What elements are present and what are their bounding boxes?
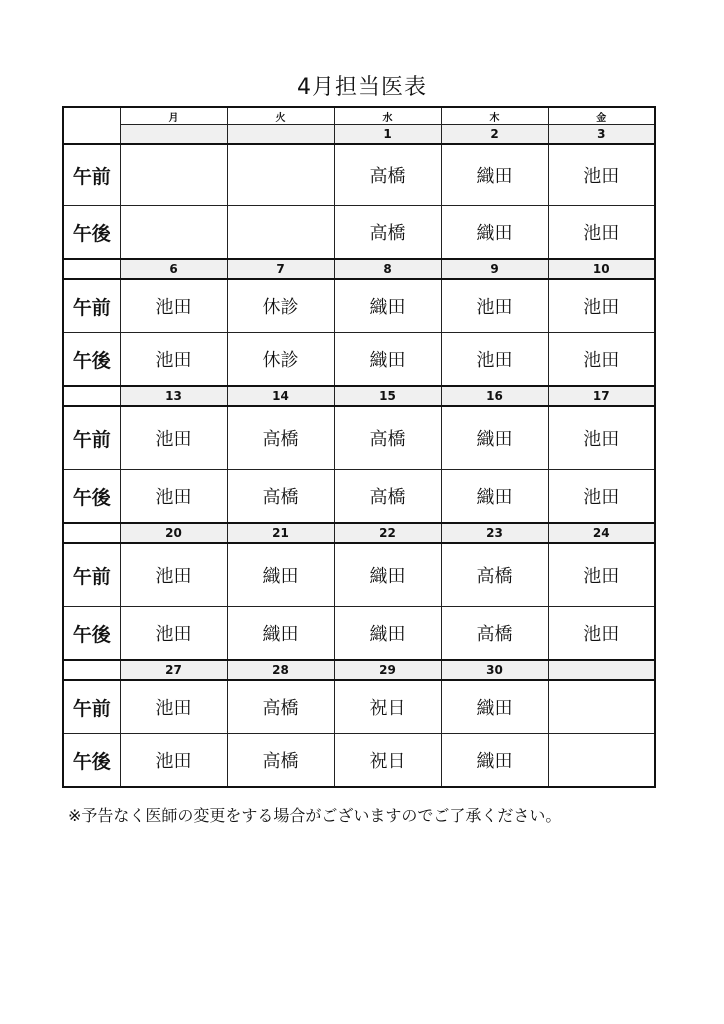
doctor-schedule-table <box>62 106 656 788</box>
doctor-cell: 池田 <box>548 607 655 661</box>
disclaimer-note: ※予告なく医師の変更をする場合がございますのでご了承ください。 <box>68 806 562 825</box>
date-row <box>63 660 655 680</box>
doctor-cell: 池田 <box>120 680 227 734</box>
weekday-thu: 木 <box>441 107 548 125</box>
weekday-wed: 水 <box>334 107 441 125</box>
date-cell: 21 <box>227 523 334 543</box>
date-cell: 14 <box>227 386 334 406</box>
doctor-cell: 高橋 <box>441 607 548 661</box>
doctor-cell: 池田 <box>548 543 655 607</box>
doctor-cell: 池田 <box>120 734 227 788</box>
doctor-cell: 高橋 <box>334 206 441 260</box>
doctor-cell: 池田 <box>548 470 655 524</box>
date-cell: 15 <box>334 386 441 406</box>
date-cell <box>120 125 227 145</box>
date-cell: 22 <box>334 523 441 543</box>
afternoon-label: 午後 <box>63 206 120 260</box>
date-cell: 17 <box>548 386 655 406</box>
doctor-cell: 高橋 <box>334 144 441 206</box>
doctor-cell: 織田 <box>441 206 548 260</box>
doctor-cell: 高橋 <box>334 470 441 524</box>
doctor-cell: 池田 <box>441 333 548 387</box>
doctor-cell: 高橋 <box>227 680 334 734</box>
morning-label: 午前 <box>63 279 120 333</box>
doctor-cell: 織田 <box>441 144 548 206</box>
doctor-cell: 池田 <box>548 279 655 333</box>
date-cell: 3 <box>548 125 655 145</box>
date-cell: 16 <box>441 386 548 406</box>
doctor-cell: 池田 <box>120 543 227 607</box>
weekday-mon: 月 <box>120 107 227 125</box>
afternoon-label: 午後 <box>63 470 120 524</box>
doctor-cell: 高橋 <box>334 406 441 470</box>
doctor-cell: 祝日 <box>334 680 441 734</box>
doctor-cell: 織田 <box>334 333 441 387</box>
afternoon-label: 午後 <box>63 607 120 661</box>
date-row <box>63 386 655 406</box>
date-cell <box>227 125 334 145</box>
doctor-cell: 高橋 <box>227 406 334 470</box>
doctor-cell: 池田 <box>120 333 227 387</box>
doctor-cell: 織田 <box>441 406 548 470</box>
doctor-cell: 祝日 <box>334 734 441 788</box>
date-cell <box>548 660 655 680</box>
date-row <box>63 523 655 543</box>
doctor-cell: 織田 <box>227 607 334 661</box>
doctor-cell <box>120 206 227 260</box>
date-cell: 20 <box>120 523 227 543</box>
date-row-spacer <box>63 660 120 680</box>
doctor-cell: 織田 <box>334 279 441 333</box>
afternoon-row <box>63 206 655 260</box>
date-cell: 27 <box>120 660 227 680</box>
doctor-cell: 織田 <box>334 607 441 661</box>
doctor-cell <box>227 144 334 206</box>
date-cell: 8 <box>334 259 441 279</box>
corner-cell <box>63 107 120 144</box>
date-cell: 23 <box>441 523 548 543</box>
date-cell: 30 <box>441 660 548 680</box>
morning-row <box>63 543 655 607</box>
afternoon-row <box>63 734 655 788</box>
morning-row <box>63 144 655 206</box>
date-cell: 24 <box>548 523 655 543</box>
doctor-cell: 池田 <box>120 607 227 661</box>
afternoon-label: 午後 <box>63 333 120 387</box>
date-row <box>63 259 655 279</box>
date-row-spacer <box>63 259 120 279</box>
date-row-spacer <box>63 523 120 543</box>
doctor-cell: 池田 <box>441 279 548 333</box>
doctor-cell <box>120 144 227 206</box>
doctor-cell: 織田 <box>441 470 548 524</box>
doctor-cell: 高橋 <box>441 543 548 607</box>
afternoon-label: 午後 <box>63 734 120 788</box>
doctor-cell: 池田 <box>548 206 655 260</box>
date-cell: 9 <box>441 259 548 279</box>
morning-row <box>63 406 655 470</box>
doctor-cell: 織田 <box>334 543 441 607</box>
morning-row <box>63 680 655 734</box>
doctor-cell: 池田 <box>548 144 655 206</box>
date-cell: 10 <box>548 259 655 279</box>
doctor-cell: 織田 <box>441 680 548 734</box>
doctor-cell: 高橋 <box>227 734 334 788</box>
doctor-cell <box>548 680 655 734</box>
date-row <box>63 125 655 145</box>
morning-label: 午前 <box>63 406 120 470</box>
date-cell: 2 <box>441 125 548 145</box>
date-cell: 1 <box>334 125 441 145</box>
date-row-spacer <box>63 386 120 406</box>
doctor-cell: 高橋 <box>227 470 334 524</box>
afternoon-row <box>63 607 655 661</box>
doctor-cell <box>548 734 655 788</box>
doctor-cell: 織田 <box>441 734 548 788</box>
doctor-cell: 池田 <box>120 406 227 470</box>
morning-label: 午前 <box>63 543 120 607</box>
weekday-header-row <box>63 107 655 125</box>
doctor-cell: 休診 <box>227 333 334 387</box>
afternoon-row <box>63 470 655 524</box>
weekday-tue: 火 <box>227 107 334 125</box>
doctor-cell: 池田 <box>548 333 655 387</box>
morning-row <box>63 279 655 333</box>
date-cell: 6 <box>120 259 227 279</box>
afternoon-row <box>63 333 655 387</box>
date-cell: 28 <box>227 660 334 680</box>
weekday-fri: 金 <box>548 107 655 125</box>
doctor-cell <box>227 206 334 260</box>
doctor-cell: 休診 <box>227 279 334 333</box>
page-title: 4月担当医表 <box>297 75 427 100</box>
doctor-cell: 池田 <box>120 470 227 524</box>
doctor-cell: 織田 <box>227 543 334 607</box>
date-cell: 7 <box>227 259 334 279</box>
date-cell: 13 <box>120 386 227 406</box>
morning-label: 午前 <box>63 144 120 206</box>
date-cell: 29 <box>334 660 441 680</box>
doctor-cell: 池田 <box>120 279 227 333</box>
morning-label: 午前 <box>63 680 120 734</box>
doctor-cell: 池田 <box>548 406 655 470</box>
